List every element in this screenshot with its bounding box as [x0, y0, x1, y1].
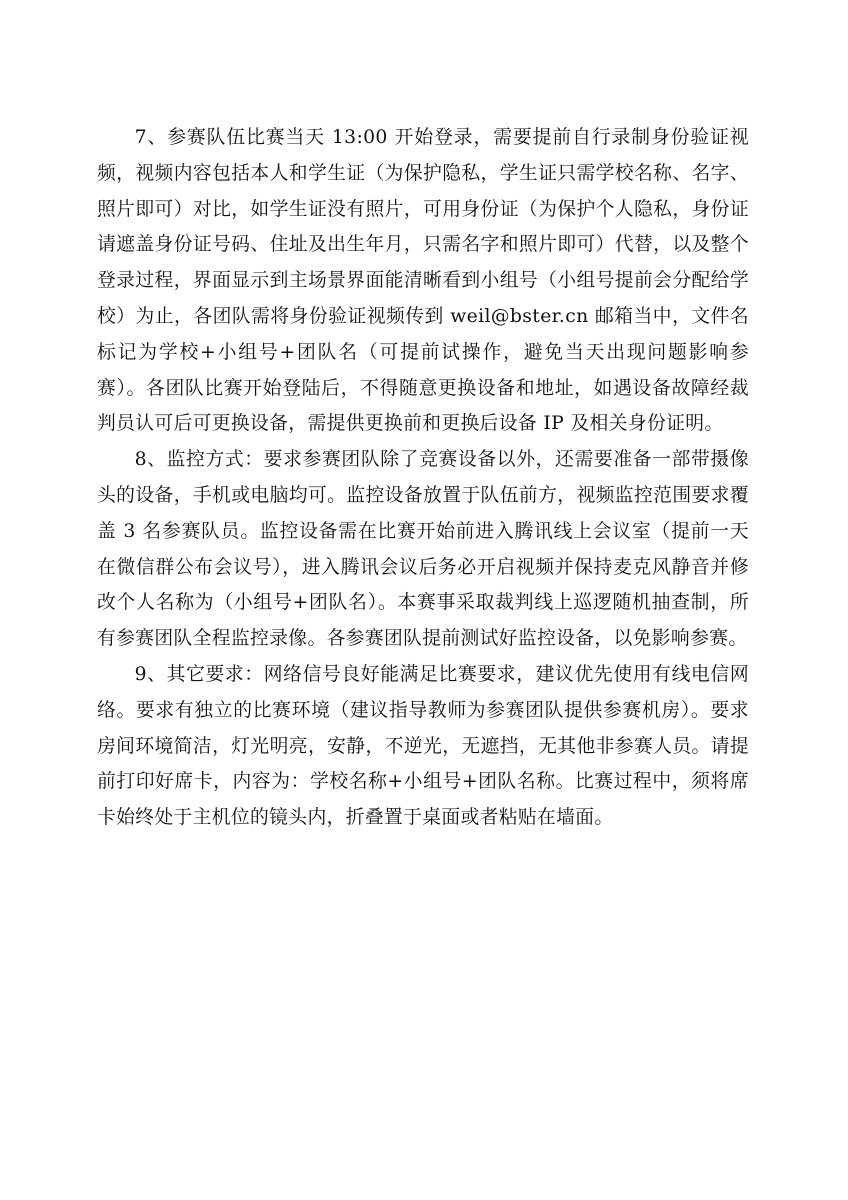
paragraph-item-7: 7、参赛队伍比赛当天 13:00 开始登录，需要提前自行录制身份验证视频，视频内容包括本人和学生证（为保护隐私，学生证只需学校名称、名字、照片即可）对比，如学生证没有照片，可用身份证（为保护个人隐私，身份证请遮盖身份证号码、住址及出生年月，只需名字和照片即可）代替，以及整个登录过程，界面显示到主场景界面能清晰看到小组号（小组号提前会分配给学校）为止，各团队需将身份验证视频传到 weil@bster.cn 邮箱当中，文件名标记为学校+小组号+团队名（可提前试操作，避免当天出现问题影响参赛）。各团队比赛开始登陆后，不得随意更换设备和地址，如遇设备故障经裁判员认可后可更换设备，需提供更换前和更换后设备 IP 及相关身份证明。	[97, 127, 749, 435]
paragraph-item-9: 9、其它要求：网络信号良好能满足比赛要求，建议优先使用有线电信网络。要求有独立的比赛环境（建议指导教师为参赛团队提供参赛机房）。要求房间环境简洁，灯光明亮，安静，不逆光，无遮挡，无其他非参赛人员。请提前打印好席卡，内容为：学校名称+小组号+团队名称。比赛过程中，须将席卡始终处于主机位的镜头内，折叠置于桌面或者粘贴在墙面。	[97, 663, 749, 829]
paragraph-item-8: 8、监控方式：要求参赛团队除了竞赛设备以外，还需要准备一部带摄像头的设备，手机或电脑均可。监控设备放置于队伍前方，视频监控范围要求覆盖 3 名参赛队员。监控设备需在比赛开始前进入腾讯线上会议室（提前一天在微信群公布会议号），进入腾讯会议后务必开启视频并保持麦克风静音并修改个人名称为（小组号+团队名）。本赛事采取裁判线上巡逻随机抽查制，所有参赛团队全程监控录像。各参赛团队提前测试好监控设备，以免影响参赛。	[97, 449, 749, 650]
document-body	[97, 120, 749, 836]
